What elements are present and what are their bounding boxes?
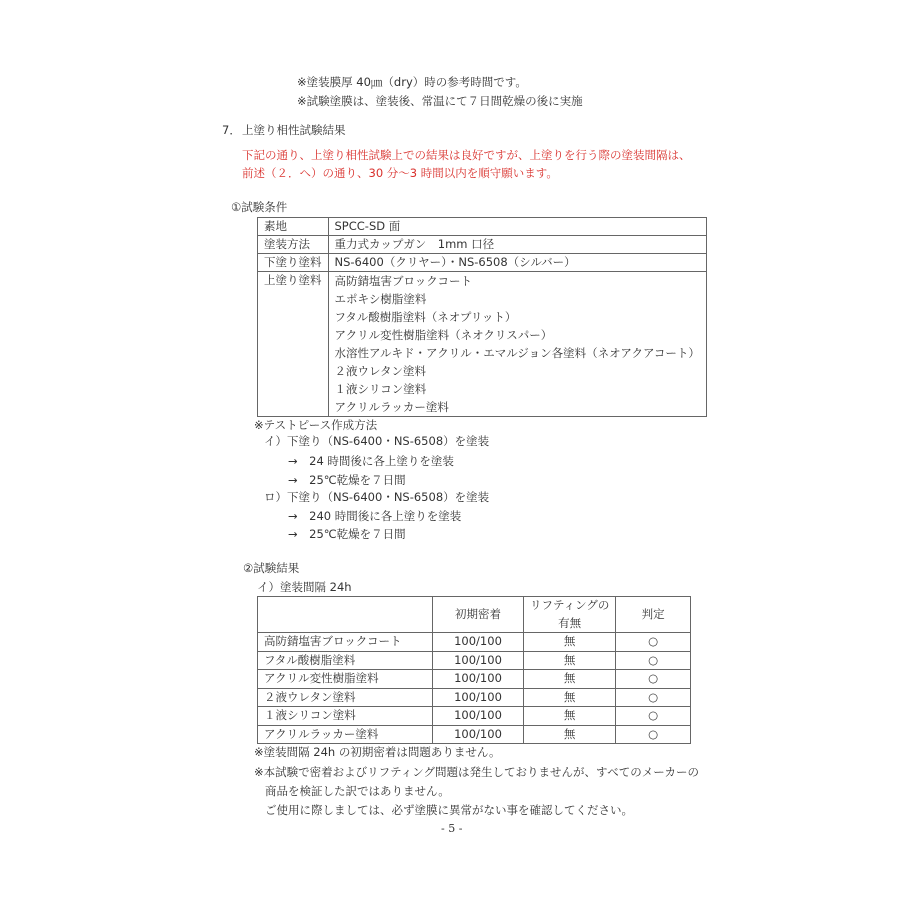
table-row — [258, 218, 707, 236]
row-label: 塗装方法 — [258, 236, 329, 254]
results-note-3: 商品を検証した訳ではありません。 — [265, 784, 450, 798]
cell-adhesion: 100/100 — [433, 707, 524, 726]
method-heading: ※テストピース作成方法 — [254, 418, 378, 432]
header-judgement: 判定 — [616, 597, 691, 633]
note-film-thickness: ※塗装膜厚 40㎛（dry）時の参考時間です。 — [297, 75, 527, 89]
cell-lifting: 無 — [524, 688, 616, 707]
header-lifting — [524, 597, 616, 633]
list-item: アクリル変性樹脂塗料（ネオクリスパー） — [334, 328, 553, 342]
cell-judgement: ○ — [616, 651, 691, 670]
cell-judgement: ○ — [616, 725, 691, 744]
conditions-table — [257, 217, 707, 417]
topcoat-list — [328, 272, 706, 417]
list-item: フタル酸樹脂塗料（ネオプリット） — [334, 310, 517, 324]
method-step: → 25℃乾燥を７日間 — [288, 473, 406, 487]
cell-lifting: 無 — [524, 651, 616, 670]
results-note-1: ※塗装間隔 24h の初期密着は問題ありません。 — [254, 745, 501, 759]
section-title: 上塗り相性試験結果 — [242, 123, 346, 137]
list-item: アクリルラッカー塗料 — [334, 400, 449, 414]
table-row — [258, 272, 707, 417]
list-item: エポキシ樹脂塗料 — [334, 292, 427, 306]
warning-line-2: 前述（２．へ）の通り、30 分～3 時間以内を順守願います。 — [242, 166, 558, 180]
cell-lifting: 無 — [524, 670, 616, 689]
header-lifting-line2: 有無 — [558, 615, 582, 630]
list-item: 高防錆塩害ブロックコート — [334, 274, 473, 288]
method-step: → 24 時間後に各上塗りを塗装 — [288, 454, 454, 468]
table-row — [258, 688, 691, 707]
cell-adhesion: 100/100 — [433, 688, 524, 707]
cell-paint: アクリル変性樹脂塗料 — [258, 670, 433, 689]
cell-judgement: ○ — [616, 670, 691, 689]
row-label: 素地 — [258, 218, 329, 236]
cell-lifting: 無 — [524, 707, 616, 726]
cell-adhesion: 100/100 — [433, 651, 524, 670]
method-item-b: ロ）下塗り（NS-6400・NS-6508）を塗装 — [264, 490, 490, 504]
header-blank — [258, 597, 433, 633]
table-row — [258, 651, 691, 670]
row-value: NS-6400（クリヤー）・NS-6508（シルバー） — [328, 254, 706, 272]
cell-lifting: 無 — [524, 633, 616, 652]
results-subheading: イ）塗装間隔 24h — [257, 580, 352, 594]
list-item: ２液ウレタン塗料 — [334, 364, 427, 378]
results-note-2: ※本試験で密着およびリフティング問題は発生しておりませんが、すべてのメーカーの — [254, 765, 700, 779]
method-step: → 240 時間後に各上塗りを塗装 — [288, 509, 462, 523]
cell-adhesion: 100/100 — [433, 633, 524, 652]
cell-judgement: ○ — [616, 633, 691, 652]
list-item: 水溶性アルキド・アクリル・エマルジョン各塗料（ネオアクアコート） — [334, 346, 700, 360]
cell-paint: アクリルラッカー塗料 — [258, 725, 433, 744]
cell-adhesion: 100/100 — [433, 725, 524, 744]
table-row — [258, 236, 707, 254]
table-row — [258, 633, 691, 652]
cell-paint: ２液ウレタン塗料 — [258, 688, 433, 707]
header-adhesion: 初期密着 — [433, 597, 524, 633]
row-label: 下塗り塗料 — [258, 254, 329, 272]
method-item-a: イ）下塗り（NS-6400・NS-6508）を塗装 — [264, 434, 490, 448]
results-table — [257, 596, 691, 744]
table-row — [258, 707, 691, 726]
row-label: 上塗り塗料 — [258, 272, 329, 417]
warning-line-1: 下記の通り、上塗り相性試験上での結果は良好ですが、上塗りを行う際の塗装間隔は、 — [242, 148, 691, 162]
header-lifting-line1: リフティングの — [530, 598, 610, 612]
results-note-4: ご使用に際しましては、必ず塗膜に異常がない事を確認してください。 — [265, 803, 633, 817]
method-step: → 25℃乾燥を７日間 — [288, 527, 406, 541]
section-number: 7． — [222, 123, 241, 137]
cell-paint: フタル酸樹脂塗料 — [258, 651, 433, 670]
cell-judgement: ○ — [616, 688, 691, 707]
cell-lifting: 無 — [524, 725, 616, 744]
page-number: - 5 - — [441, 822, 463, 835]
conditions-heading: ①試験条件 — [231, 200, 288, 214]
cell-adhesion: 100/100 — [433, 670, 524, 689]
table-row — [258, 725, 691, 744]
cell-paint: 高防錆塩害ブロックコート — [258, 633, 433, 652]
table-row — [258, 670, 691, 689]
results-heading: ②試験結果 — [243, 561, 300, 575]
note-test-film: ※試験塗膜は、塗装後、常温にて７日間乾燥の後に実施 — [297, 94, 583, 108]
table-header-row — [258, 597, 691, 633]
row-value: 重力式カップガン 1mm 口径 — [328, 236, 706, 254]
row-value: SPCC-SD 面 — [328, 218, 706, 236]
cell-judgement: ○ — [616, 707, 691, 726]
table-row — [258, 254, 707, 272]
list-item: １液シリコン塗料 — [334, 382, 427, 396]
cell-paint: １液シリコン塗料 — [258, 707, 433, 726]
